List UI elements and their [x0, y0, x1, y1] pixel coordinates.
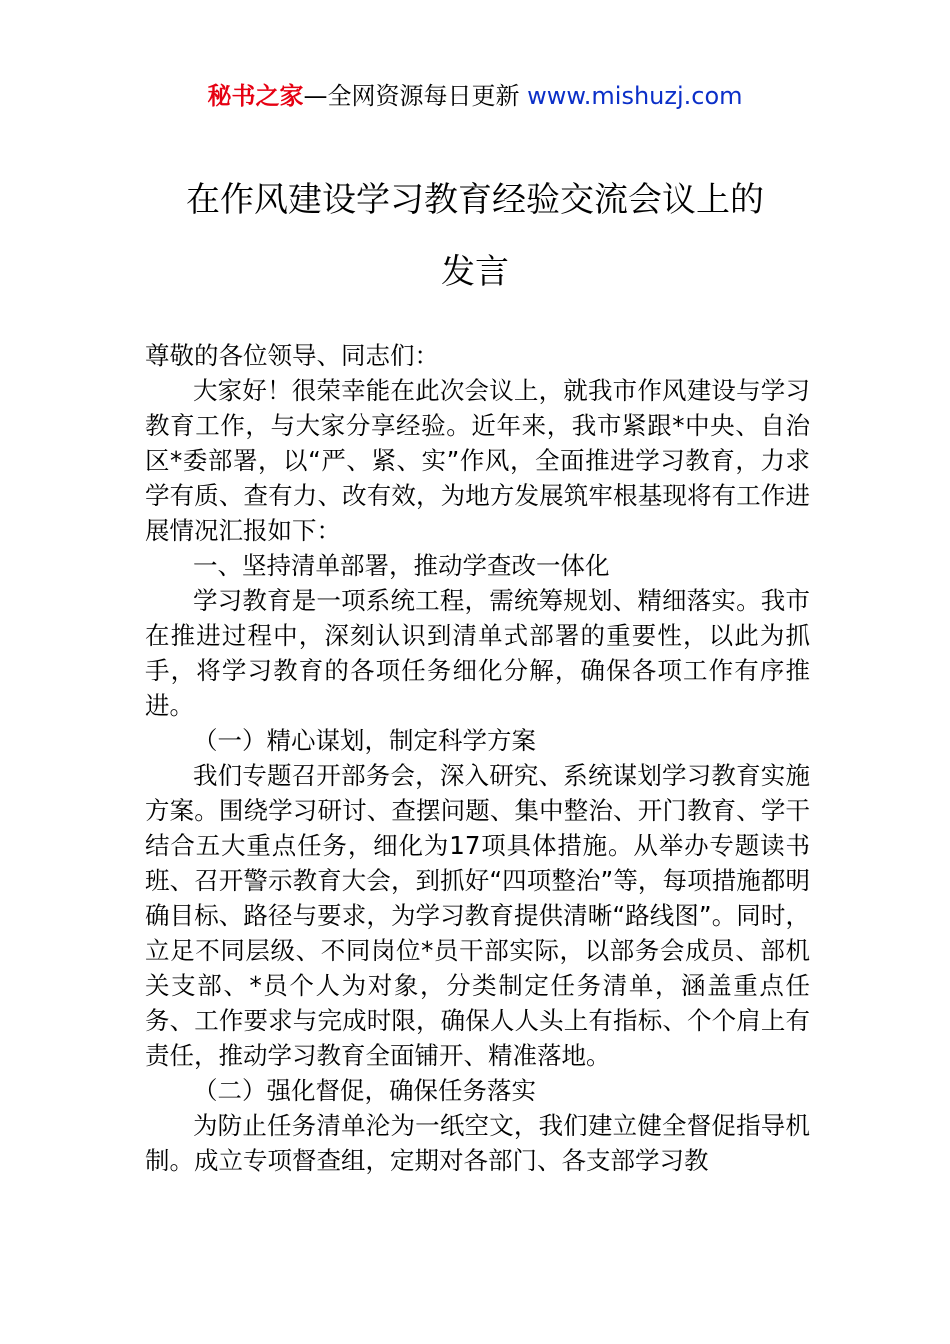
greeting: 尊敬的各位领导、同志们：	[145, 341, 439, 370]
site-url[interactable]: www.mishuzj.com	[527, 82, 743, 110]
document-title-line-2: 发言	[441, 252, 509, 292]
paragraph-section-1: 学习教育是一项系统工程，需统筹规划、精细落实。我市在推进过程中，深刻认识到清单式部署的重要性，以此为抓手，将学习教育的各项任务细化分解，确保各项工作有序推进。	[145, 586, 810, 720]
paragraph-sub-1: 我们专题召开部务会，深入研究、系统谋划学习教育实施方案。围绕学习研讨、查摆问题、集中整治、开门教育、学干结合五大重点任务，细化为17项具体措施。从举办专题读书班、召开警示教育大会，到抓好“四项整治”等，每项措施都明确目标、路径与要求，为学习教育提供清晰“路线图”。同时，立足不同层级、不同岗位*员干部实际，以部务会成员、部机关支部、*员个人为对象，分类制定任务清单，涵盖重点任务、工作要求与完成时限，确保人人头上有指标、个个肩上有责任，推动学习教育全面铺开、精准落地。	[145, 761, 810, 1070]
subheading-1: （一）精心谋划，制定科学方案	[193, 726, 536, 755]
section-heading-1: 一、坚持清单部署，推动学查改一体化	[193, 551, 610, 580]
document-body	[145, 338, 810, 1178]
brand-name: 秘书之家	[207, 82, 304, 110]
paragraph-intro: 大家好！很荣幸能在此次会议上，就我市作风建设与学习教育工作，与大家分享经验。近年来，我市紧跟*中央、自治区*委部署，以“严、紧、实”作风，全面推进学习教育，力求学有质、查有力、改有效，为地方发展筑牢根基现将有工作进展情况汇报如下：	[145, 376, 810, 545]
header-tagline: —全网资源每日更新	[303, 82, 528, 110]
document-title-line-1: 在作风建设学习教育经验交流会议上的	[186, 180, 764, 220]
site-header	[0, 80, 950, 112]
paragraph-sub-2: 为防止任务清单沦为一纸空文，我们建立健全督促指导机制。成立专项督查组，定期对各部门、各支部学习教	[145, 1111, 810, 1175]
subheading-2: （二）强化督促，确保任务落实	[193, 1076, 536, 1105]
